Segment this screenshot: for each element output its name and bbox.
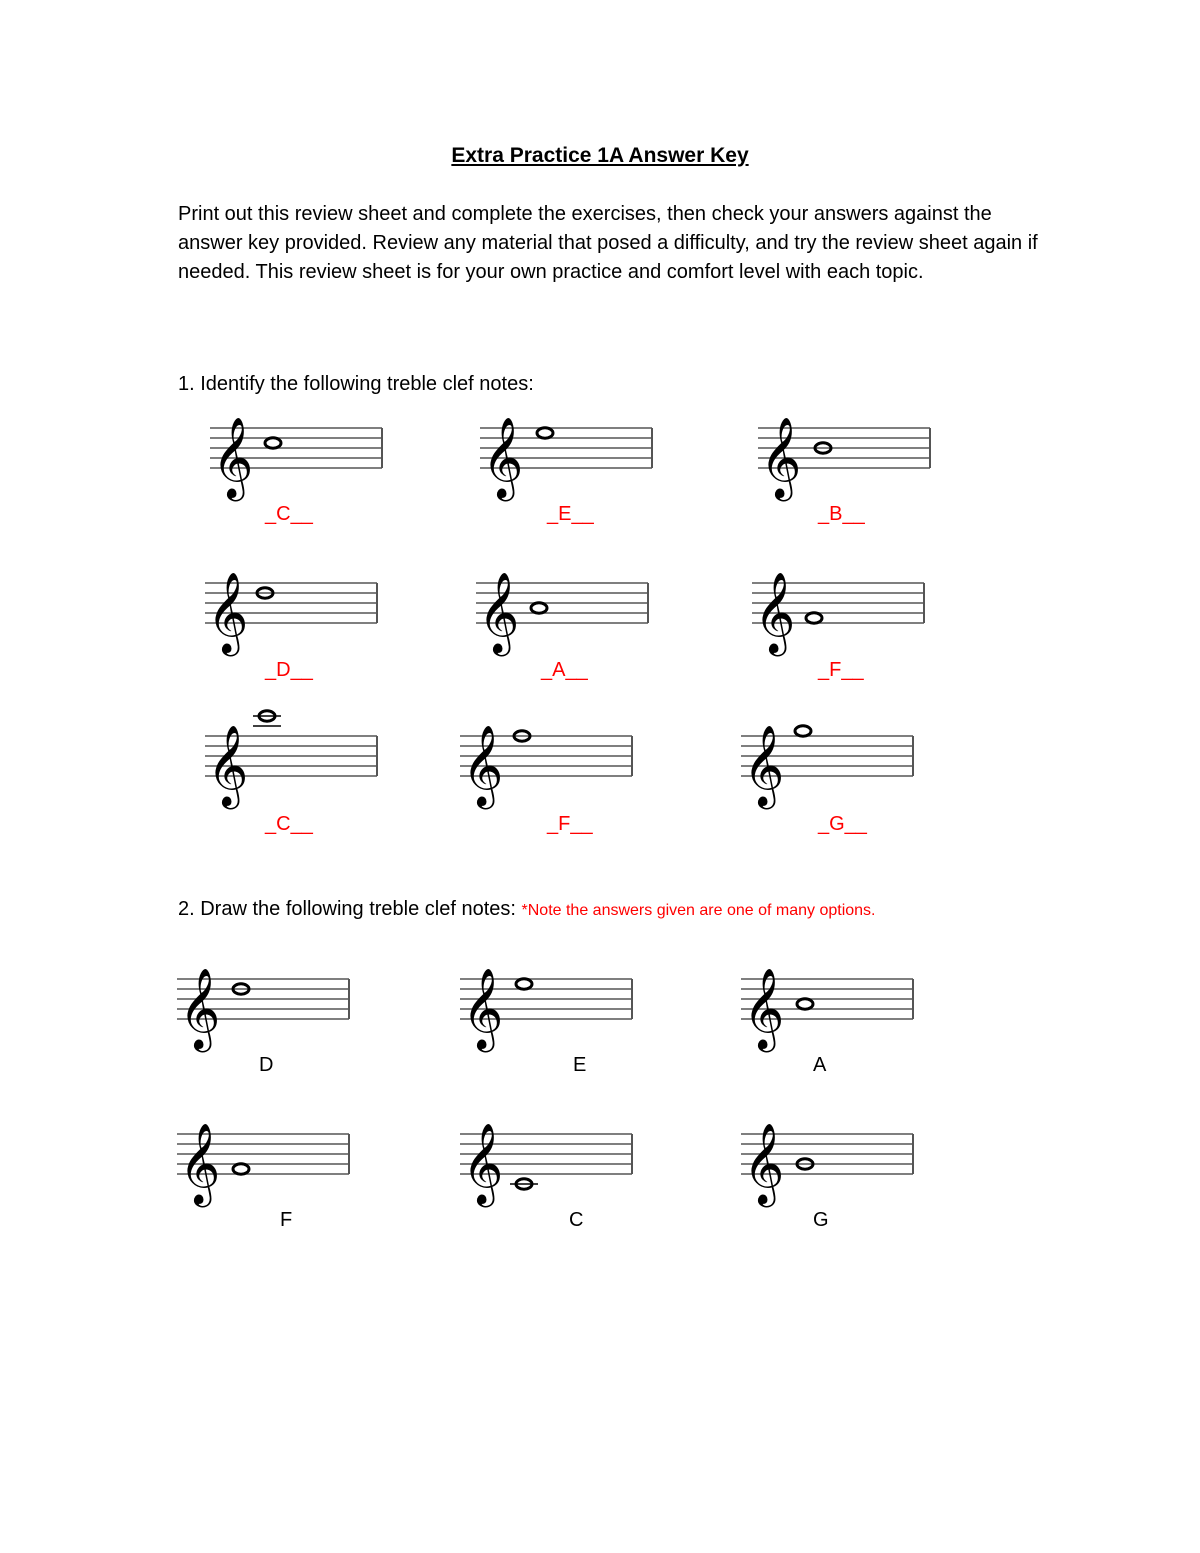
staff-2-5 bbox=[460, 1116, 635, 1204]
section-2-heading-text: 2. Draw the following treble clef notes: bbox=[178, 898, 522, 920]
note-head bbox=[265, 438, 281, 448]
treble-clef-icon: 𝄞 bbox=[207, 571, 249, 653]
answer-1-1: _C__ bbox=[265, 503, 313, 525]
whole-note bbox=[510, 1179, 538, 1189]
whole-note bbox=[516, 979, 532, 989]
staff-2-6 bbox=[741, 1116, 916, 1204]
answer-1-2: _E__ bbox=[547, 503, 594, 525]
instructions-paragraph: Print out this review sheet and complete the exercises, then check your answers against the answer key provided. Review any material that posed a difficulty, and try the review sheet again if needed. This review sheet is for your own practice and comfort level with each topic. bbox=[178, 203, 1038, 283]
staff-2-3 bbox=[741, 961, 916, 1049]
staff-1-1 bbox=[210, 410, 385, 498]
answer-1-4: _D__ bbox=[265, 659, 313, 681]
whole-note bbox=[797, 999, 813, 1009]
staff-1-9 bbox=[741, 718, 916, 806]
label-2-1: D bbox=[259, 1054, 274, 1076]
whole-note bbox=[233, 1164, 249, 1174]
treble-clef-icon: 𝄞 bbox=[760, 416, 802, 498]
staff-1-7 bbox=[205, 718, 380, 806]
treble-clef-icon: 𝄞 bbox=[179, 1122, 221, 1204]
answer-1-6: _F__ bbox=[818, 659, 864, 681]
treble-clef-icon: 𝄞 bbox=[462, 1122, 504, 1204]
answer-1-9: _G__ bbox=[818, 813, 867, 835]
label-2-3: A bbox=[813, 1054, 827, 1076]
treble-clef-icon: 𝄞 bbox=[743, 967, 785, 1049]
treble-clef-icon: 𝄞 bbox=[482, 416, 524, 498]
staff-1-5 bbox=[476, 565, 651, 653]
treble-clef-icon: 𝄞 bbox=[743, 1122, 785, 1204]
treble-clef-icon: 𝄞 bbox=[462, 724, 504, 806]
treble-clef-icon: 𝄞 bbox=[478, 571, 520, 653]
staff-1-4 bbox=[205, 565, 380, 653]
staff-2-2 bbox=[460, 961, 635, 1049]
treble-clef-icon: 𝄞 bbox=[754, 571, 796, 653]
staff-2-1 bbox=[177, 961, 352, 1049]
treble-clef-icon: 𝄞 bbox=[179, 967, 221, 1049]
answer-1-3: _B__ bbox=[818, 503, 865, 525]
staff-1-8 bbox=[460, 718, 635, 806]
staff-1-2 bbox=[480, 410, 655, 498]
section-1-heading: 1. Identify the following treble clef notes: bbox=[178, 373, 534, 395]
whole-note bbox=[806, 613, 822, 623]
treble-clef-icon: 𝄞 bbox=[212, 416, 254, 498]
note-head bbox=[531, 603, 547, 613]
whole-note bbox=[265, 438, 281, 448]
section-2-note: *Note the answers given are one of many options. bbox=[521, 902, 876, 919]
whole-note bbox=[531, 603, 547, 613]
whole-note bbox=[795, 726, 811, 736]
answer-1-7: _C__ bbox=[265, 813, 313, 835]
note-head bbox=[516, 979, 532, 989]
note-head bbox=[797, 999, 813, 1009]
answer-1-8: _F__ bbox=[547, 813, 593, 835]
treble-clef-icon: 𝄞 bbox=[207, 724, 249, 806]
label-2-6: G bbox=[813, 1209, 829, 1231]
treble-clef-icon: 𝄞 bbox=[462, 967, 504, 1049]
label-2-5: C bbox=[569, 1209, 584, 1231]
staff-1-6 bbox=[752, 565, 927, 653]
label-2-4: F bbox=[280, 1209, 293, 1231]
note-head bbox=[233, 1164, 249, 1174]
label-2-2: E bbox=[573, 1054, 587, 1076]
note-head bbox=[795, 726, 811, 736]
staff-1-3 bbox=[758, 410, 933, 498]
staff-2-4 bbox=[177, 1116, 352, 1204]
note-head bbox=[537, 428, 553, 438]
whole-note bbox=[537, 428, 553, 438]
page-title: Extra Practice 1A Answer Key bbox=[451, 144, 749, 167]
answer-1-5: _A__ bbox=[541, 659, 588, 681]
section-2-heading bbox=[178, 898, 876, 921]
whole-note bbox=[253, 711, 281, 726]
treble-clef-icon: 𝄞 bbox=[743, 724, 785, 806]
note-head bbox=[806, 613, 822, 623]
